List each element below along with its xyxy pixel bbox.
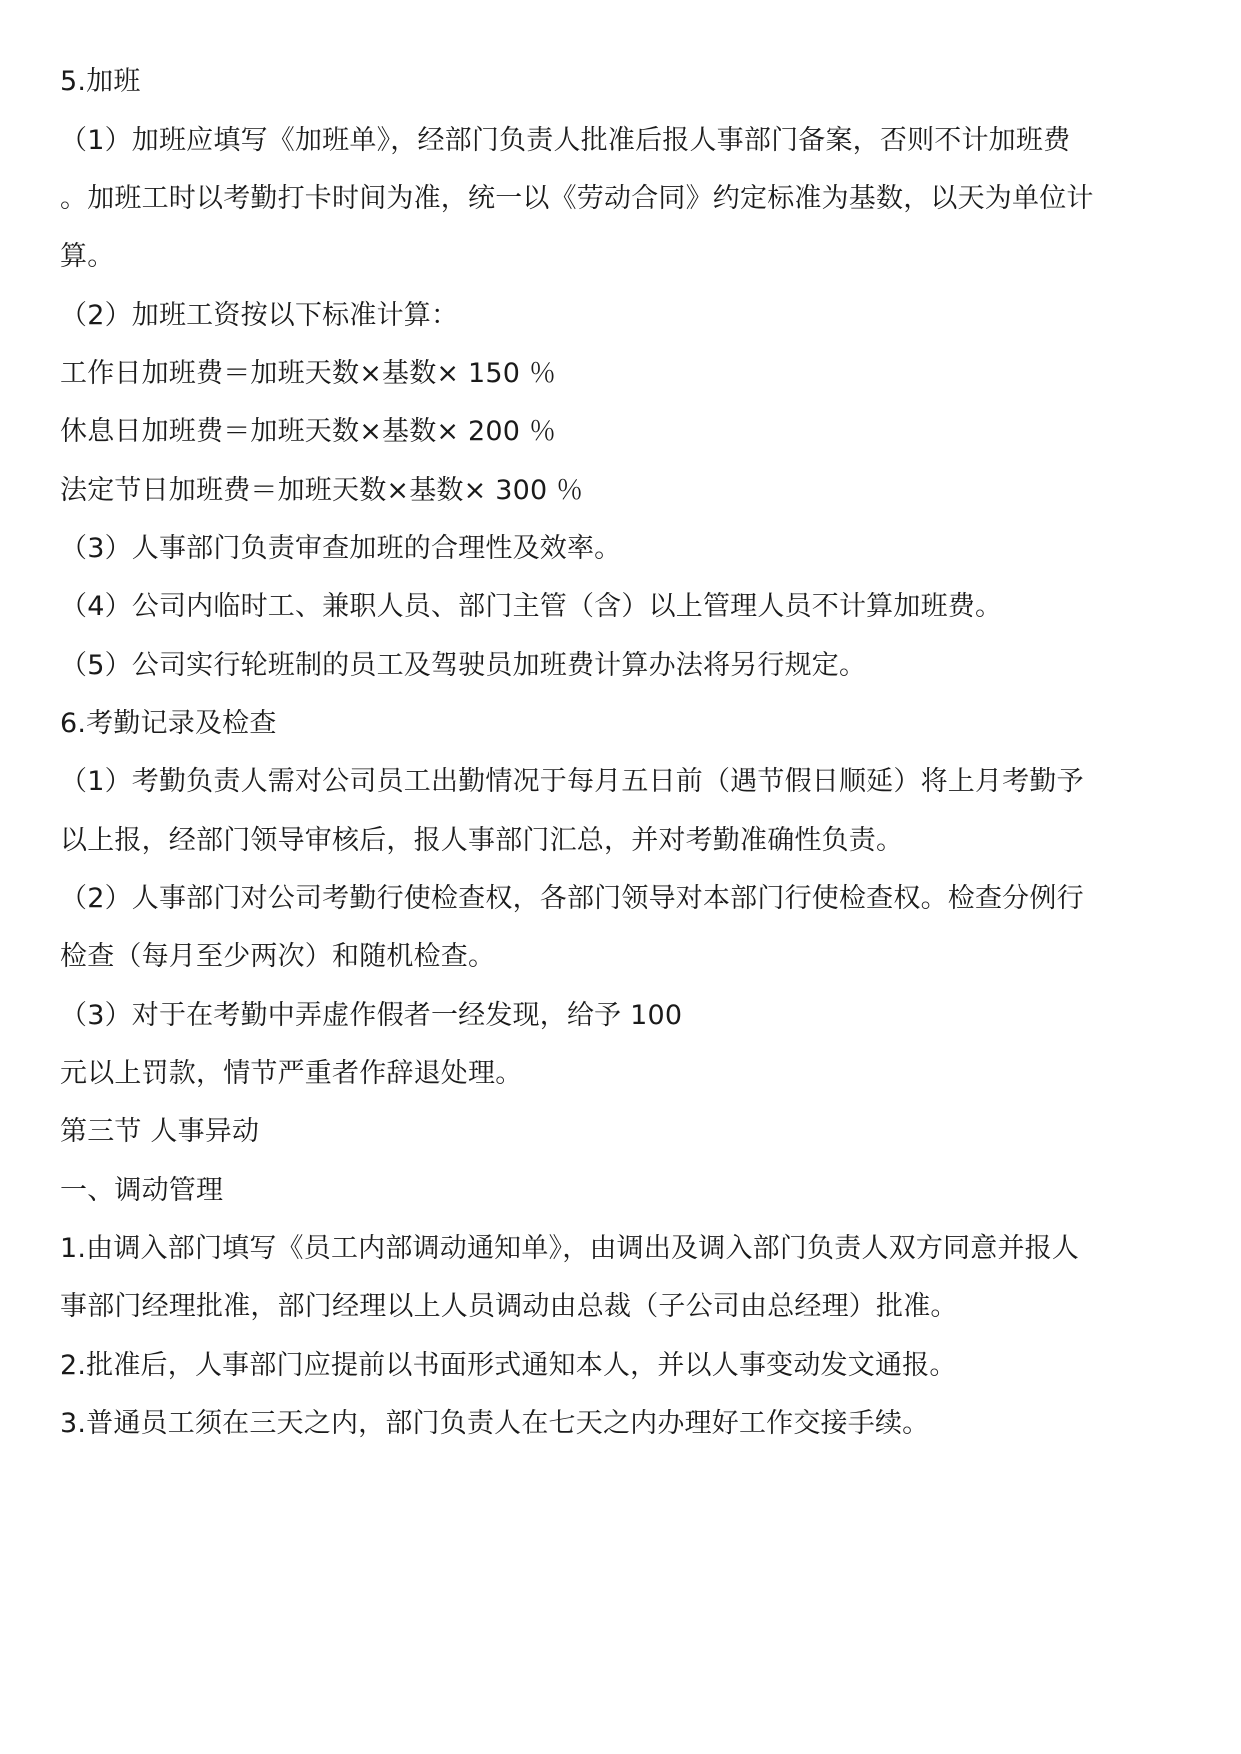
paragraph-line: （2）人事部门对公司考勤行使检查权，各部门领导对本部门行使检查权。检查分例行 (60, 883, 1084, 914)
subsection-heading-transfer: 一、调动管理 (60, 1175, 224, 1206)
paragraph-line: （5）公司实行轮班制的员工及驾驶员加班费计算办法将另行规定。 (60, 650, 867, 681)
paragraph-line: （1）考勤负责人需对公司员工出勤情况于每月五日前（遇节假日顺延）将上月考勤予 (60, 766, 1084, 797)
paragraph-line: 事部门经理批准，部门经理以上人员调动由总裁（子公司由总经理）批准。 (60, 1291, 958, 1322)
paragraph-line: （2）加班工资按以下标准计算： (60, 300, 459, 331)
paragraph-line: （3）人事部门负责审查加班的合理性及效率。 (60, 533, 622, 564)
paragraph-line: 。加班工时以考勤打卡时间为准，统一以《劳动合同》约定标准为基数，以天为单位计 (60, 183, 1094, 214)
formula-holiday: 法定节日加班费＝加班天数×基数× 300 ％ (60, 475, 584, 506)
paragraph-line: （1）加班应填写《加班单》，经部门负责人批准后报人事部门备案，否则不计加班费 (60, 125, 1071, 156)
paragraph-line: 检查（每月至少两次）和随机检查。 (60, 941, 496, 972)
formula-restday: 休息日加班费＝加班天数×基数× 200 ％ (60, 416, 557, 447)
paragraph-line: 3.普通员工须在三天之内，部门负责人在七天之内办理好工作交接手续。 (60, 1408, 930, 1439)
paragraph-line: 以上报，经部门领导审核后，报人事部门汇总，并对考勤准确性负责。 (60, 825, 904, 856)
paragraph-line: 元以上罚款，情节严重者作辞退处理。 (60, 1058, 523, 1089)
section-heading-personnel: 第三节 人事异动 (60, 1116, 260, 1147)
section-heading-attendance: 6.考勤记录及检查 (60, 708, 277, 739)
paragraph-line: （4）公司内临时工、兼职人员、部门主管（含）以上管理人员不计算加班费。 (60, 591, 1003, 622)
section-heading-overtime: 5.加班 (60, 66, 141, 97)
formula-workday: 工作日加班费＝加班天数×基数× 150 ％ (60, 358, 557, 389)
paragraph-line: （3）对于在考勤中弄虚作假者一经发现，给予 100 (60, 1000, 683, 1031)
paragraph-line: 2.批准后，人事部门应提前以书面形式通知本人，并以人事变动发文通报。 (60, 1350, 957, 1381)
paragraph-line: 1.由调入部门填写《员工内部调动通知单》，由调出及调入部门负责人双方同意并报人 (60, 1233, 1080, 1264)
paragraph-line: 算。 (60, 241, 115, 272)
